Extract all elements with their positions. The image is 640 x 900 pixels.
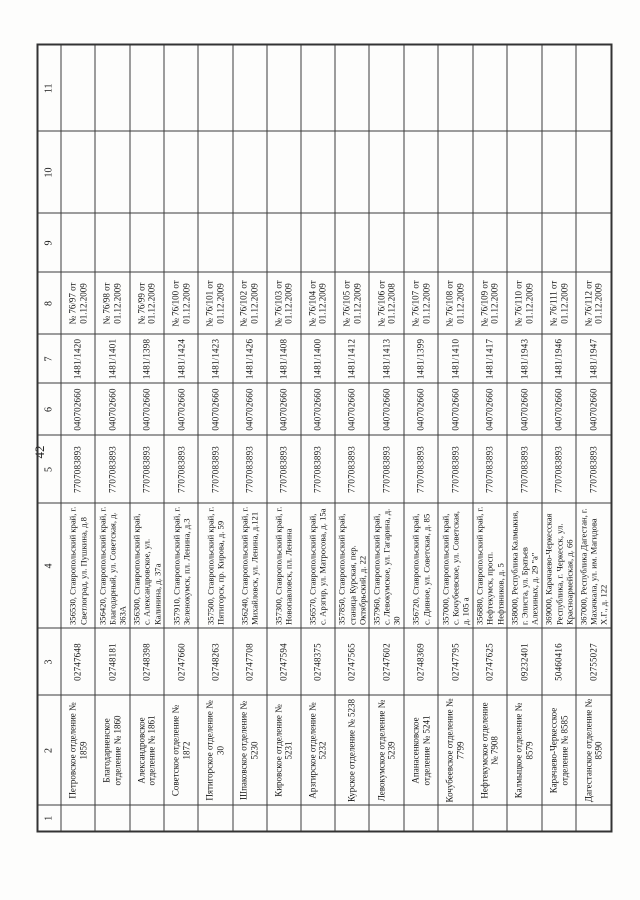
cell-empty-11 [438, 45, 473, 132]
cell-row-index [507, 806, 542, 832]
cell-empty-11 [542, 45, 577, 132]
cell-inn: 7707083893 [164, 436, 198, 504]
table-row [95, 45, 130, 832]
cell-permit-number: № 76/101 от 01.12.2009 [198, 273, 232, 335]
cell-reg-number: 1481/1426 [233, 335, 267, 384]
table-row [61, 45, 95, 832]
cell-bik: 040702660 [233, 384, 267, 436]
cell-permit-number: № 76/103 от 01.12.2009 [267, 273, 301, 335]
cell-inn: 7707083893 [473, 436, 508, 504]
cell-bik: 040702660 [335, 384, 370, 436]
cell-empty-11 [369, 45, 404, 132]
cell-branch-name: Петровское отделение № 1859 [61, 696, 95, 806]
cell-empty-11 [164, 45, 198, 132]
cell-permit-number: № 76/102 от 01.12.2009 [233, 273, 267, 335]
cell-branch-code: 02748181 [95, 629, 130, 696]
cell-row-index [198, 806, 232, 832]
column-header-7: 7 [38, 335, 62, 384]
cell-empty-9 [404, 214, 438, 273]
cell-bik: 040702660 [369, 384, 404, 436]
cell-branch-address: 356570, Ставропольский край, с. Арзгир, ул. Матросова, д. 15а [301, 504, 335, 629]
cell-empty-11 [576, 45, 611, 132]
cell-inn: 7707083893 [438, 436, 473, 504]
cell-branch-address: 369000, Карачаево-Черкесская Республика, г. Черкесск, ул. Красноармейская, д. 66 [542, 504, 577, 629]
column-header-11: 11 [38, 45, 62, 132]
cell-reg-number: 1481/1401 [95, 335, 130, 384]
cell-bik: 040702660 [164, 384, 198, 436]
cell-empty-10 [576, 132, 611, 214]
cell-row-index [95, 806, 130, 832]
cell-empty-10 [438, 132, 473, 214]
cell-empty-11 [233, 45, 267, 132]
cell-branch-name: Шпаковское отделение № 5230 [233, 696, 267, 806]
cell-bik: 040702660 [438, 384, 473, 436]
cell-reg-number: 1481/1943 [507, 335, 542, 384]
cell-branch-code: 02748375 [301, 629, 335, 696]
cell-branch-code: 02748369 [404, 629, 438, 696]
table-row [233, 45, 267, 832]
cell-empty-9 [473, 214, 508, 273]
cell-permit-number: № 76/97 от 01.12.2009 [61, 273, 95, 335]
cell-inn: 7707083893 [301, 436, 335, 504]
cell-inn: 7707083893 [507, 436, 542, 504]
cell-empty-10 [369, 132, 404, 214]
cell-branch-address: 357960, Ставропольский край, с. Левокумское, ул. Гагарина, д. 30 [369, 504, 404, 629]
cell-inn: 7707083893 [233, 436, 267, 504]
cell-empty-9 [301, 214, 335, 273]
cell-empty-9 [542, 214, 577, 273]
column-header-9: 9 [38, 214, 62, 273]
column-header-2: 2 [38, 696, 62, 806]
cell-reg-number: 1481/1400 [301, 335, 335, 384]
cell-branch-code: 50460416 [542, 629, 577, 696]
cell-empty-11 [130, 45, 165, 132]
cell-permit-number: № 76/109 от 01.12.2009 [473, 273, 508, 335]
cell-branch-address: 358000, Республика Калмыкия, г. Элиста, ул. Братьев Алехиных, д. 29 "а" [507, 504, 542, 629]
cell-reg-number: 1481/1412 [335, 335, 370, 384]
cell-reg-number: 1481/1398 [130, 335, 165, 384]
cell-branch-code: 09232401 [507, 629, 542, 696]
table-row [164, 45, 198, 832]
cell-reg-number: 1481/1420 [61, 335, 95, 384]
cell-empty-11 [95, 45, 130, 132]
cell-empty-11 [267, 45, 301, 132]
cell-branch-name: Кочубеевское отделение № 7799 [438, 696, 473, 806]
cell-bik: 040702660 [267, 384, 301, 436]
cell-bik: 040702660 [198, 384, 232, 436]
cell-branch-name: Карачаево-Черкесское отделение № 8585 [542, 696, 577, 806]
cell-bik: 040702660 [95, 384, 130, 436]
table-row [335, 45, 370, 832]
cell-inn: 7707083893 [576, 436, 611, 504]
cell-branch-address: 357500, Ставропольский край, г. Пятигорск, пр. Кирова, д. 59 [198, 504, 232, 629]
column-header-8: 8 [38, 273, 62, 335]
branch-registry-table [37, 44, 613, 833]
cell-branch-code: 02747708 [233, 629, 267, 696]
cell-bik: 040702660 [61, 384, 95, 436]
cell-empty-10 [233, 132, 267, 214]
cell-empty-10 [198, 132, 232, 214]
cell-empty-10 [507, 132, 542, 214]
cell-empty-11 [61, 45, 95, 132]
table-row [301, 45, 335, 832]
cell-branch-name: Дагестанское отделение № 8590 [576, 696, 611, 806]
cell-row-index [473, 806, 508, 832]
cell-bik: 040702660 [130, 384, 165, 436]
cell-empty-11 [404, 45, 438, 132]
cell-branch-address: 356720, Ставропольский край, с. Дивное, ул. Советская, д. 85 [404, 504, 438, 629]
cell-empty-9 [130, 214, 165, 273]
cell-branch-code: 02747660 [164, 629, 198, 696]
column-header-4: 4 [38, 504, 62, 629]
cell-row-index [576, 806, 611, 832]
cell-inn: 7707083893 [267, 436, 301, 504]
table-row [369, 45, 404, 832]
cell-branch-address: 357910, Ставропольский край, г. Зеленокумск, пл. Ленина, д.3 [164, 504, 198, 629]
cell-row-index [404, 806, 438, 832]
cell-empty-9 [267, 214, 301, 273]
table-row [404, 45, 438, 832]
cell-bik: 040702660 [404, 384, 438, 436]
cell-empty-9 [198, 214, 232, 273]
cell-reg-number: 1481/1424 [164, 335, 198, 384]
cell-branch-code: 02747795 [438, 629, 473, 696]
cell-permit-number: № 76/100 от 01.12.2009 [164, 273, 198, 335]
cell-empty-9 [576, 214, 611, 273]
cell-permit-number: № 76/111 от 01.12.2009 [542, 273, 577, 335]
table-row [198, 45, 232, 832]
cell-empty-9 [164, 214, 198, 273]
table-row [267, 45, 301, 832]
cell-branch-code: 02748398 [130, 629, 165, 696]
cell-row-index [61, 806, 95, 832]
cell-branch-address: 356880, Ставропольский край, г. Нефтекумск, просп. Нефтяников, д. 5 [473, 504, 508, 629]
cell-reg-number: 1481/1410 [438, 335, 473, 384]
cell-branch-address: 357300, Ставропольский край, г. Новопавловск, пл. Ленина [267, 504, 301, 629]
cell-empty-10 [404, 132, 438, 214]
cell-branch-address: 367000, Республика Дагестан, г. Махачкала, ул. им. Магидова Х.Г., д. 122 [576, 504, 611, 629]
cell-empty-9 [369, 214, 404, 273]
table-row [473, 45, 508, 832]
cell-empty-9 [507, 214, 542, 273]
cell-inn: 7707083893 [130, 436, 165, 504]
cell-branch-name: Калмыцкое отделение № 8579 [507, 696, 542, 806]
cell-branch-name: Пятигорское отделение № 30 [198, 696, 232, 806]
cell-empty-9 [335, 214, 370, 273]
rotated-table-region [37, 46, 613, 833]
cell-permit-number: № 76/99 от 01.12.2009 [130, 273, 165, 335]
page-number: 42 [32, 445, 47, 459]
cell-branch-code: 02747565 [335, 629, 370, 696]
column-header-5: 5 [38, 436, 62, 504]
table-row [507, 45, 542, 832]
cell-empty-11 [301, 45, 335, 132]
cell-bik: 040702660 [301, 384, 335, 436]
cell-branch-address: 356530, Ставропольский край, г. Светлоград, ул. Пушкина, д.8 [61, 504, 95, 629]
cell-branch-address: 357000, Ставропольский край, с. Кочубеевское, ул. Советская, д. 105 а [438, 504, 473, 629]
cell-row-index [164, 806, 198, 832]
column-header-1: 1 [38, 806, 62, 832]
cell-reg-number: 1481/1946 [542, 335, 577, 384]
cell-reg-number: 1481/1423 [198, 335, 232, 384]
cell-empty-10 [95, 132, 130, 214]
cell-row-index [438, 806, 473, 832]
cell-row-index [369, 806, 404, 832]
cell-bik: 040702660 [576, 384, 611, 436]
cell-branch-code: 02747594 [267, 629, 301, 696]
cell-permit-number: № 76/106 от 01.12.2008 [369, 273, 404, 335]
cell-branch-address: 356300, Ставропольский край, с. Александровское, ул. Калинина, д. 37а [130, 504, 165, 629]
cell-row-index [130, 806, 165, 832]
cell-empty-10 [473, 132, 508, 214]
table-row [576, 45, 611, 832]
cell-empty-10 [61, 132, 95, 214]
table-row [542, 45, 577, 832]
cell-branch-address: 357850, Ставропольский край, станица Курская, пер. Октябрьский, д. 22 [335, 504, 370, 629]
cell-permit-number: № 76/112 от 01.12.2009 [576, 273, 611, 335]
cell-empty-11 [335, 45, 370, 132]
cell-empty-11 [507, 45, 542, 132]
cell-empty-10 [301, 132, 335, 214]
cell-empty-9 [95, 214, 130, 273]
cell-branch-code: 02748263 [198, 629, 232, 696]
cell-branch-address: 356240, Ставропольский край, г. Михайловск, ул. Ленина, д.121 [233, 504, 267, 629]
cell-inn: 7707083893 [542, 436, 577, 504]
cell-permit-number: № 76/105 от 01.12.2009 [335, 273, 370, 335]
table-row [130, 45, 165, 832]
cell-empty-9 [61, 214, 95, 273]
cell-bik: 040702660 [507, 384, 542, 436]
cell-empty-9 [233, 214, 267, 273]
cell-reg-number: 1481/1399 [404, 335, 438, 384]
cell-reg-number: 1481/1947 [576, 335, 611, 384]
cell-branch-code: 02755027 [576, 629, 611, 696]
cell-inn: 7707083893 [95, 436, 130, 504]
cell-branch-name: Левокумское отделение № 5239 [369, 696, 404, 806]
cell-permit-number: № 76/107 от 01.12.2009 [404, 273, 438, 335]
cell-empty-9 [438, 214, 473, 273]
cell-branch-address: 356420, Ставропольский край, г. Благодарный, ул. Советская, д. 363А [95, 504, 130, 629]
cell-branch-name: Курское отделение № 5238 [335, 696, 370, 806]
cell-empty-10 [130, 132, 165, 214]
cell-permit-number: № 76/98 от 01.12.2009 [95, 273, 130, 335]
cell-branch-code: 02747648 [61, 629, 95, 696]
cell-permit-number: № 76/110 от 01.12.2009 [507, 273, 542, 335]
cell-branch-name: Благодарненское отделение № 1860 [95, 696, 130, 806]
cell-inn: 7707083893 [61, 436, 95, 504]
cell-branch-name: Советское отделение № 1872 [164, 696, 198, 806]
cell-row-index [542, 806, 577, 832]
cell-empty-10 [267, 132, 301, 214]
cell-branch-code: 02747625 [473, 629, 508, 696]
cell-row-index [233, 806, 267, 832]
cell-inn: 7707083893 [198, 436, 232, 504]
cell-branch-name: Нефтекумское отделение № 7908 [473, 696, 508, 806]
cell-inn: 7707083893 [369, 436, 404, 504]
cell-bik: 040702660 [542, 384, 577, 436]
cell-empty-10 [164, 132, 198, 214]
cell-branch-name: Арзгирское отделение № 5232 [301, 696, 335, 806]
cell-inn: 7707083893 [404, 436, 438, 504]
cell-reg-number: 1481/1408 [267, 335, 301, 384]
cell-reg-number: 1481/1413 [369, 335, 404, 384]
cell-empty-10 [542, 132, 577, 214]
cell-branch-code: 02747602 [369, 629, 404, 696]
column-header-3: 3 [38, 629, 62, 696]
cell-branch-name: Кировское отделение № 5231 [267, 696, 301, 806]
cell-row-index [301, 806, 335, 832]
cell-branch-name: Апанасенковское отделение № 5241 [404, 696, 438, 806]
cell-reg-number: 1481/1417 [473, 335, 508, 384]
column-header-6: 6 [38, 384, 62, 436]
cell-permit-number: № 76/104 от 01.12.2009 [301, 273, 335, 335]
table-header-row [38, 45, 62, 832]
cell-bik: 040702660 [473, 384, 508, 436]
cell-empty-11 [473, 45, 508, 132]
cell-inn: 7707083893 [335, 436, 370, 504]
cell-row-index [335, 806, 370, 832]
cell-empty-11 [198, 45, 232, 132]
cell-row-index [267, 806, 301, 832]
cell-permit-number: № 76/108 от 01.12.2009 [438, 273, 473, 335]
table-row [438, 45, 473, 832]
cell-empty-10 [335, 132, 370, 214]
column-header-10: 10 [38, 132, 62, 214]
cell-branch-name: Александровское отделение № 1861 [130, 696, 165, 806]
